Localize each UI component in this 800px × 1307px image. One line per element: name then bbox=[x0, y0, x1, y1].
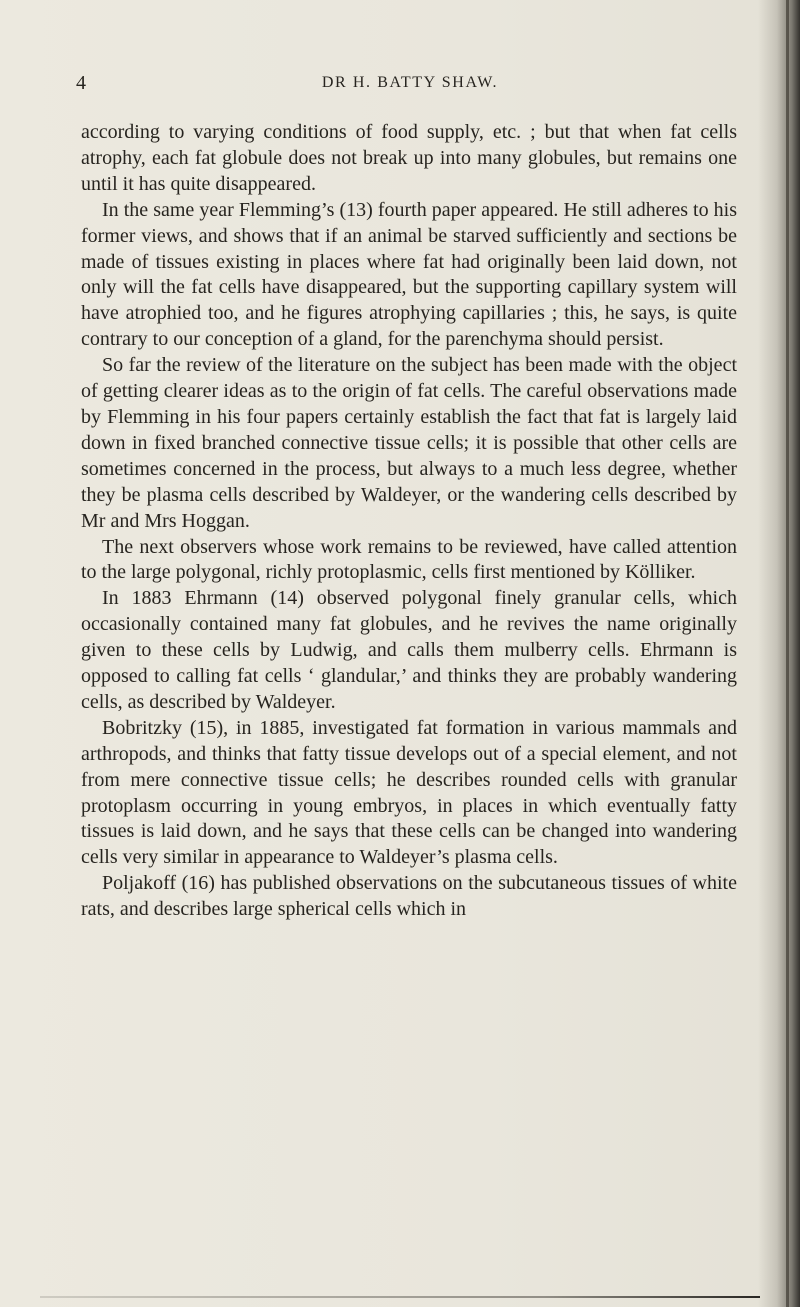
paragraph: In the same year Flemming’s (13) fourth paper appeared. He still adheres to his former views, and shows that if an animal be starved sufficiently and sections be made of tissues existing in places where fat had originally been laid down, not only will the fat cells have disappeared, but the supporting capillary system will have atrophied too, and he figures atrophying capillaries ; this, he says, is quite contrary to our conception of a gland, for the parenchyma should persist. bbox=[81, 198, 737, 351]
paragraph: Bobritzky (15), in 1885, investigated fat formation in various mammals and arthropods, and thinks that fatty tissue develops out of a special element, and not from mere connective tissue cells; he describes rounded cells with granular protoplasm occurring in young embryos, in places in which eventually fatty tissues is laid down, and he says that these cells can be changed into wandering cells very similar in appearance to Waldeyer’s plasma cells. bbox=[81, 716, 737, 869]
page-bottom-edge bbox=[40, 1296, 760, 1298]
page-header bbox=[76, 72, 744, 102]
page-number: 4 bbox=[76, 72, 87, 94]
paragraph: Poljakoff (16) has published observations on the subcutaneous tissues of white rats, and describes large spherical cells which in bbox=[81, 872, 737, 921]
binding-edge bbox=[786, 0, 789, 1307]
running-head: DR H. BATTY SHAW. bbox=[321, 74, 499, 91]
body-text bbox=[81, 120, 737, 923]
paragraph: So far the review of the literature on the subject has been made with the object of getting clearer ideas as to the origin of fat cells. The careful observations made by Flemming in his four papers certainly establish the fact that fat is largely laid down in fixed branched connective tissue cells; it is possible that other cells are sometimes concerned in the process, but always to a much less degree, whether they be plasma cells described by Waldeyer, or the wandering cells described by Mr and Mrs Hoggan. bbox=[81, 354, 737, 532]
paragraph: In 1883 Ehrmann (14) observed polygonal finely granular cells, which occasionally contained many fat globules, and he revives the name originally given to these cells by Ludwig, and calls them mulberry cells. Ehrmann is opposed to calling fat cells ‘ glandular,’ and thinks they are probably wandering cells, as described by Waldeyer. bbox=[81, 587, 737, 713]
binding-shadow bbox=[758, 0, 800, 1307]
paragraph: according to varying conditions of food supply, etc. ; but that when fat cells atrophy, each fat globule does not break up into many globules, but remains one until it has quite disappeared. bbox=[81, 121, 737, 195]
paragraph: The next observers whose work remains to be reviewed, have called attention to the large polygonal, richly protoplasmic, cells first mentioned by Kölliker. bbox=[81, 535, 737, 584]
